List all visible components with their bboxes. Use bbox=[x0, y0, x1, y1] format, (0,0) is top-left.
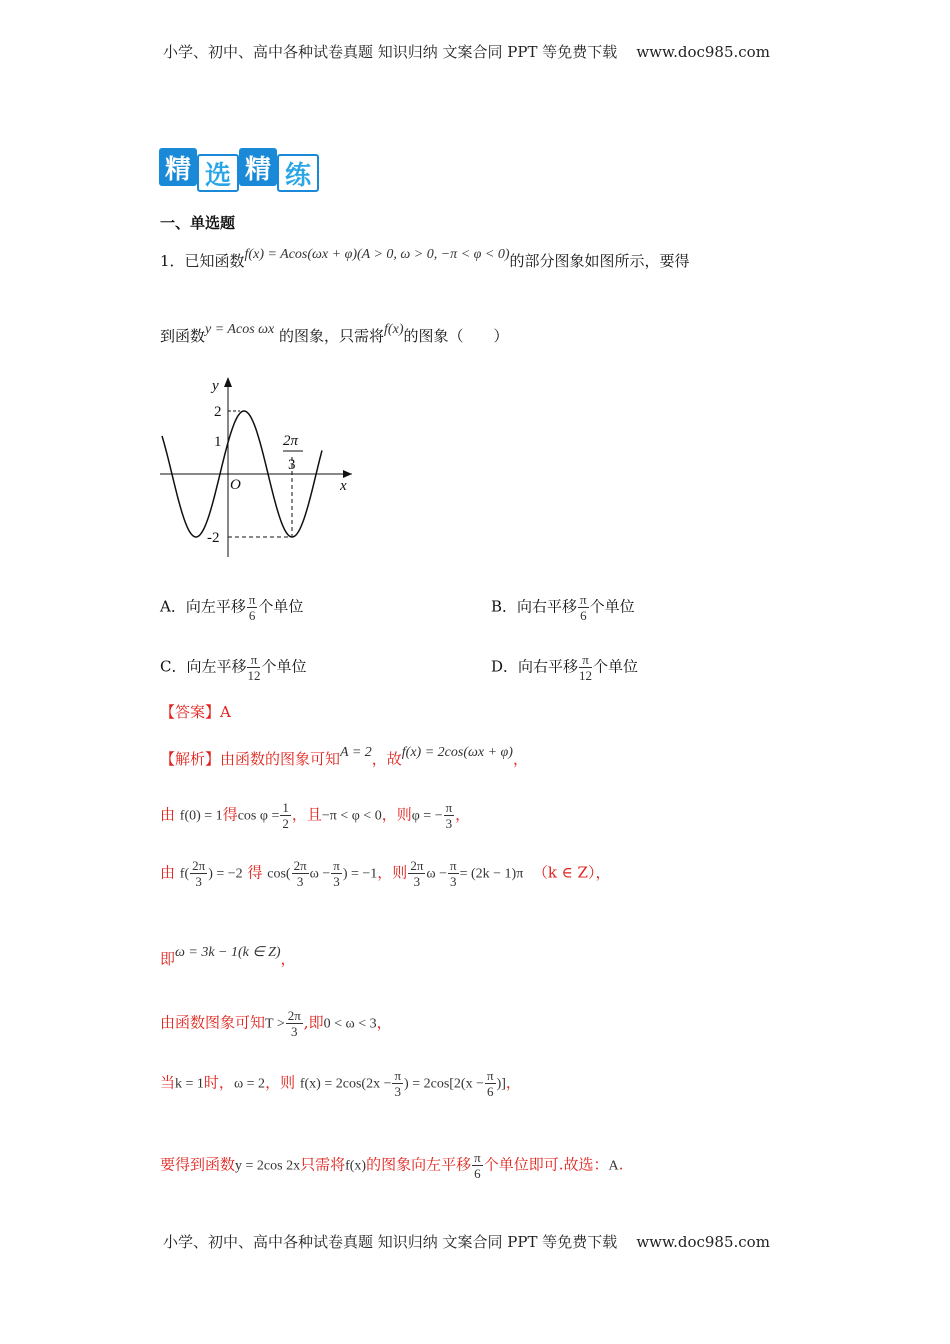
num: π bbox=[580, 592, 587, 607]
text: ，且 bbox=[291, 805, 322, 824]
text: 由 bbox=[160, 805, 176, 824]
formula: f(x) = 2cos(2x − bbox=[299, 1076, 392, 1092]
fraction bbox=[247, 652, 260, 683]
num: π bbox=[474, 1150, 481, 1165]
num: π bbox=[445, 800, 453, 815]
text: . bbox=[618, 1155, 624, 1174]
formula: f(x) = Acos(ωx + φ)(A > 0, ω > 0, −π < φ < 0) bbox=[244, 247, 510, 262]
function-graph bbox=[0, 0, 950, 600]
origin-label: O bbox=[230, 477, 241, 493]
tick-2pi-num: 2π bbox=[283, 433, 299, 449]
text: 个单位 bbox=[258, 597, 304, 616]
formula: φ = − bbox=[411, 808, 443, 824]
y-axis-arrow bbox=[224, 377, 232, 387]
formula: f(x) bbox=[345, 1158, 367, 1174]
solution-line-4 bbox=[160, 945, 296, 969]
num: π bbox=[247, 652, 260, 668]
fraction bbox=[472, 1150, 483, 1181]
formula: f( bbox=[179, 866, 190, 882]
num: 2π bbox=[410, 858, 424, 873]
text: 由 bbox=[160, 863, 176, 882]
den: 3 bbox=[195, 874, 202, 889]
logo-char: 选 bbox=[197, 154, 239, 192]
den: 12 bbox=[247, 668, 261, 683]
formula: ω − bbox=[426, 866, 448, 882]
tick-1: 1 bbox=[214, 434, 222, 450]
header-url: www.doc985.com bbox=[636, 43, 770, 61]
tick-2: 2 bbox=[214, 404, 222, 420]
fraction bbox=[190, 858, 207, 889]
text: 的图象，只需将 bbox=[279, 327, 385, 345]
text: ， bbox=[280, 950, 296, 968]
den: 3 bbox=[296, 874, 304, 889]
formula: cos φ = bbox=[237, 808, 280, 824]
den: 3 bbox=[450, 874, 457, 889]
formula: f(x) bbox=[384, 322, 404, 337]
option-a[interactable] bbox=[160, 592, 303, 623]
formula: ω = 2 bbox=[233, 1076, 266, 1092]
fraction bbox=[392, 1068, 403, 1099]
text: 的图象向左平移 bbox=[366, 1155, 472, 1174]
den: 3 bbox=[291, 1024, 298, 1039]
formula: T > bbox=[265, 1016, 285, 1032]
fraction bbox=[444, 800, 455, 831]
text: 即 bbox=[160, 950, 176, 968]
text: ，则 bbox=[265, 1073, 296, 1092]
text: 得 bbox=[222, 805, 238, 824]
fraction bbox=[286, 1008, 303, 1039]
option-d[interactable] bbox=[491, 652, 638, 683]
text: 当 bbox=[160, 1073, 176, 1092]
num: 2π bbox=[192, 858, 206, 873]
text: 【解析】由函数的图象可知 bbox=[160, 750, 341, 768]
logo-char: 精 bbox=[239, 148, 277, 186]
footer-text: 小学、初中、高中各种试卷真题 知识归纳 文案合同 PPT 等免费下载 bbox=[163, 1233, 618, 1251]
solution-line-5 bbox=[160, 1008, 392, 1039]
formula: )] bbox=[496, 1076, 506, 1092]
solution-line-3 bbox=[160, 858, 610, 889]
num: 2π bbox=[293, 858, 307, 873]
text: ， bbox=[512, 750, 528, 768]
answer bbox=[160, 701, 231, 722]
text: ， bbox=[376, 1013, 392, 1032]
text: D．向右平移 bbox=[491, 657, 579, 676]
formula: ) = −1 bbox=[342, 866, 378, 882]
answer-value: A bbox=[220, 703, 231, 721]
den: 6 bbox=[474, 1166, 481, 1181]
footer-url: www.doc985.com bbox=[636, 1233, 770, 1251]
formula: k = 1 bbox=[175, 1076, 204, 1092]
formula: = (2k − 1)π bbox=[459, 866, 524, 882]
num: π bbox=[487, 1068, 494, 1083]
fraction bbox=[280, 800, 291, 831]
option-b[interactable] bbox=[491, 592, 635, 623]
logo-char: 精 bbox=[159, 148, 197, 186]
text: 个单位 bbox=[589, 597, 635, 616]
text: ， bbox=[505, 1073, 521, 1092]
num: π bbox=[394, 1068, 402, 1083]
den: 3 bbox=[394, 1084, 401, 1099]
option-c[interactable] bbox=[160, 652, 307, 683]
formula: y = Acos ωx bbox=[205, 322, 275, 337]
text: ，故 bbox=[371, 750, 402, 768]
num: 2π bbox=[287, 1008, 301, 1023]
x-axis-arrow bbox=[343, 470, 352, 478]
formula: ω = 3k − 1(k ∈ Z) bbox=[175, 945, 281, 960]
fraction bbox=[485, 1068, 496, 1099]
text: ，则 bbox=[377, 863, 408, 882]
solution-line-6 bbox=[160, 1068, 521, 1099]
formula: ) = −2 bbox=[208, 866, 243, 882]
fraction bbox=[448, 858, 459, 889]
header-text: 小学、初中、高中各种试卷真题 知识归纳 文案合同 PPT 等免费下载 bbox=[163, 43, 618, 61]
formula: −π < φ < 0 bbox=[321, 808, 382, 824]
text: 时， bbox=[203, 1073, 234, 1092]
den: 3 bbox=[333, 874, 340, 889]
answer-label: 【答案】 bbox=[160, 703, 221, 721]
fraction bbox=[578, 592, 589, 623]
den: 3 bbox=[445, 816, 453, 831]
den: 3 bbox=[413, 874, 421, 889]
den: 6 bbox=[580, 608, 587, 623]
den: 12 bbox=[579, 668, 593, 683]
formula: f(0) = 1 bbox=[179, 808, 223, 824]
x-label: x bbox=[340, 478, 347, 494]
num: π bbox=[333, 858, 340, 873]
text: C．向左平移 bbox=[160, 657, 247, 676]
formula: 0 < ω < 3 bbox=[323, 1016, 377, 1032]
den: 2 bbox=[282, 816, 289, 831]
tick-2pi-den: 3 bbox=[288, 457, 296, 473]
solution-line-1 bbox=[160, 745, 528, 769]
y-label: y bbox=[212, 378, 219, 394]
logo-char: 练 bbox=[277, 154, 319, 192]
text: 个单位 bbox=[593, 657, 639, 676]
text: B．向右平移 bbox=[491, 597, 578, 616]
text: ,即 bbox=[303, 1013, 324, 1032]
fraction bbox=[408, 858, 425, 889]
text: 只需将 bbox=[300, 1155, 346, 1174]
text: 1．已知函数 bbox=[160, 252, 245, 270]
num: π bbox=[579, 652, 592, 668]
section-title: 一、单选题 bbox=[160, 214, 236, 232]
text: ，则 bbox=[381, 805, 412, 824]
num: 1 bbox=[282, 800, 289, 815]
text: 由函数图象可知 bbox=[160, 1013, 266, 1032]
num: π bbox=[450, 858, 457, 873]
text: 要得到函数 bbox=[160, 1155, 236, 1174]
solution-line-7 bbox=[160, 1150, 623, 1181]
den: 6 bbox=[248, 608, 256, 623]
fraction bbox=[331, 858, 342, 889]
fraction bbox=[292, 858, 309, 889]
text: A．向左平移 bbox=[160, 597, 246, 616]
tick-minus-2: -2 bbox=[207, 530, 220, 546]
fraction bbox=[579, 652, 592, 683]
formula: A = 2 bbox=[340, 745, 372, 760]
text: 得 bbox=[247, 863, 263, 882]
formula: f(x) = 2cos(ωx + φ) bbox=[401, 745, 513, 760]
formula: ω − bbox=[309, 866, 331, 882]
text: ， bbox=[455, 805, 471, 824]
formula: A bbox=[608, 1158, 619, 1174]
fraction bbox=[247, 592, 258, 623]
text: 到函数 bbox=[160, 327, 206, 345]
formula: cos( bbox=[267, 866, 291, 882]
text: （k ∈ Z）， bbox=[532, 863, 611, 882]
text: 的图象（ ） bbox=[403, 327, 509, 345]
formula: y = 2cos 2x bbox=[235, 1158, 301, 1174]
page-footer bbox=[163, 1231, 770, 1252]
solution-line-2 bbox=[160, 800, 470, 831]
num: π bbox=[248, 592, 256, 607]
text: 的部分图象如图所示，要得 bbox=[509, 252, 690, 270]
den: 6 bbox=[487, 1084, 494, 1099]
text: 个单位即可.故选： bbox=[483, 1155, 609, 1174]
text: 个单位 bbox=[261, 657, 307, 676]
formula: ) = 2cos[2(x − bbox=[404, 1076, 484, 1092]
